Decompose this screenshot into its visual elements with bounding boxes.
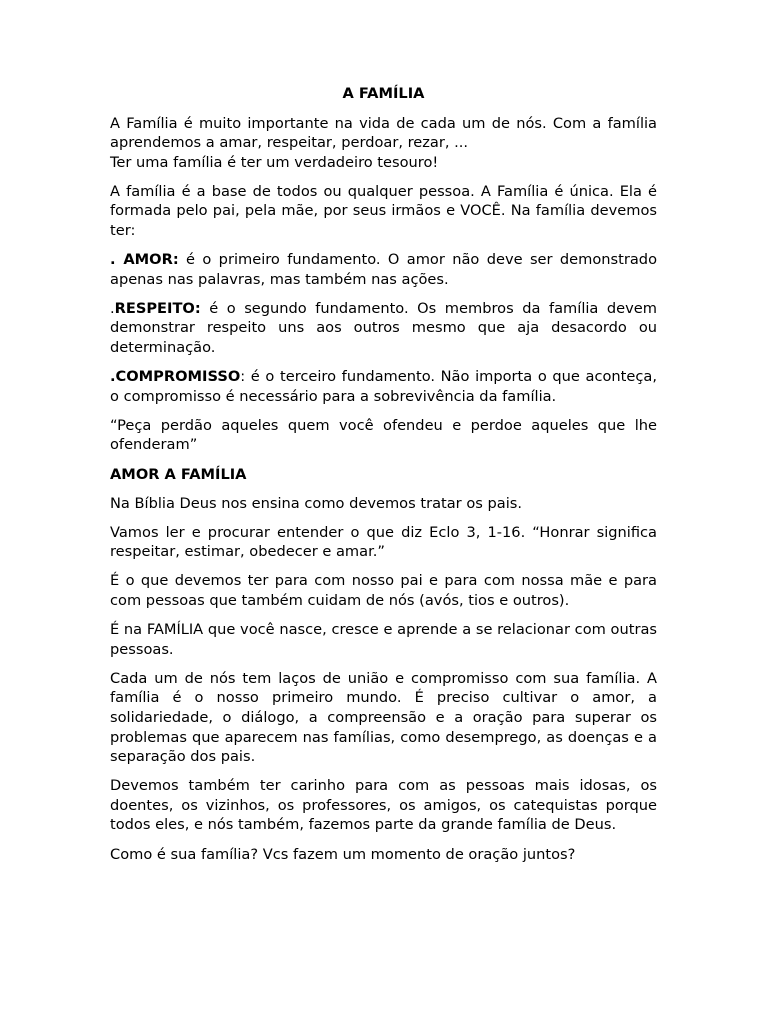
respeito-label: RESPEITO: [114, 299, 201, 317]
paragraph-amor [110, 250, 657, 289]
paragraph-compromisso [110, 367, 657, 406]
paragraph-intro-line2: Ter uma família é ter um verdadeiro tesouro! [110, 153, 439, 171]
compromisso-label: .COMPROMISSO [110, 368, 241, 386]
compromisso-text: : é o terceiro fundamento. Não importa o que aconteça, o compromisso é necessário para a sobrevivência da família. [110, 368, 657, 405]
paragraph-intro [110, 114, 657, 173]
paragraph-pai-mae: É o que devemos ter para com nosso pai e para com nossa mãe e para com pessoas que também cuidam de nós (avós, tios e outros). [110, 572, 657, 609]
paragraph-lacos: Cada um de nós tem laços de união e compromisso com sua família. A família é o nosso primeiro mundo. É preciso cultivar o amor, a solidariedade, o diálogo, a compreensão e a oração para superar os problemas que aparecem nas famílias, como desemprego, as doenças e a separação dos pais. [110, 669, 657, 766]
amor-text: é o primeiro fundamento. O amor não deve ser demonstrado apenas nas palavras, mas também nas ações. [110, 251, 657, 288]
paragraph-biblia: Na Bíblia Deus nos ensina como devemos tratar os pais. [110, 494, 522, 512]
amor-label: . AMOR: [110, 251, 179, 269]
paragraph-intro-line1: A Família é muito importante na vida de cada um de nós. Com a família aprendemos a amar, respeitar, perdoar, rezar, ... [110, 114, 657, 152]
respeito-text: é o segundo fundamento. Os membros da família devem demonstrar respeito uns aos outros mesmo que aja desacordo ou determinação. [110, 299, 657, 357]
paragraph-base: A família é a base de todos ou qualquer pessoa. A Família é única. Ela é formada pelo pai, pela mãe, por seus irmãos e VOCÊ. Na família devemos ter: [110, 182, 657, 240]
document-page [110, 84, 657, 874]
paragraph-question: Como é sua família? Vcs fazem um momento de oração juntos? [110, 845, 576, 863]
paragraph-quote: “Peça perdão aqueles quem você ofendeu e perdoe aqueles que lhe ofenderam” [110, 416, 657, 454]
document-title: A FAMÍLIA [342, 85, 425, 102]
paragraph-respeito [110, 299, 657, 358]
respeito-prefix: . [110, 299, 115, 317]
section-heading: AMOR A FAMÍLIA [110, 465, 247, 483]
paragraph-carinho: Devemos também ter carinho para com as pessoas mais idosas, os doentes, os vizinhos, os professores, os amigos, os catequistas porque todos eles, e nós também, fazemos parte da grande família de Deus. [110, 777, 657, 834]
paragraph-nasce: É na FAMÍLIA que você nasce, cresce e aprende a se relacionar com outras pessoas. [110, 621, 657, 658]
paragraph-eclo: Vamos ler e procurar entender o que diz Eclo 3, 1-16. “Honrar significa respeitar, estimar, obedecer e amar.” [110, 523, 657, 561]
